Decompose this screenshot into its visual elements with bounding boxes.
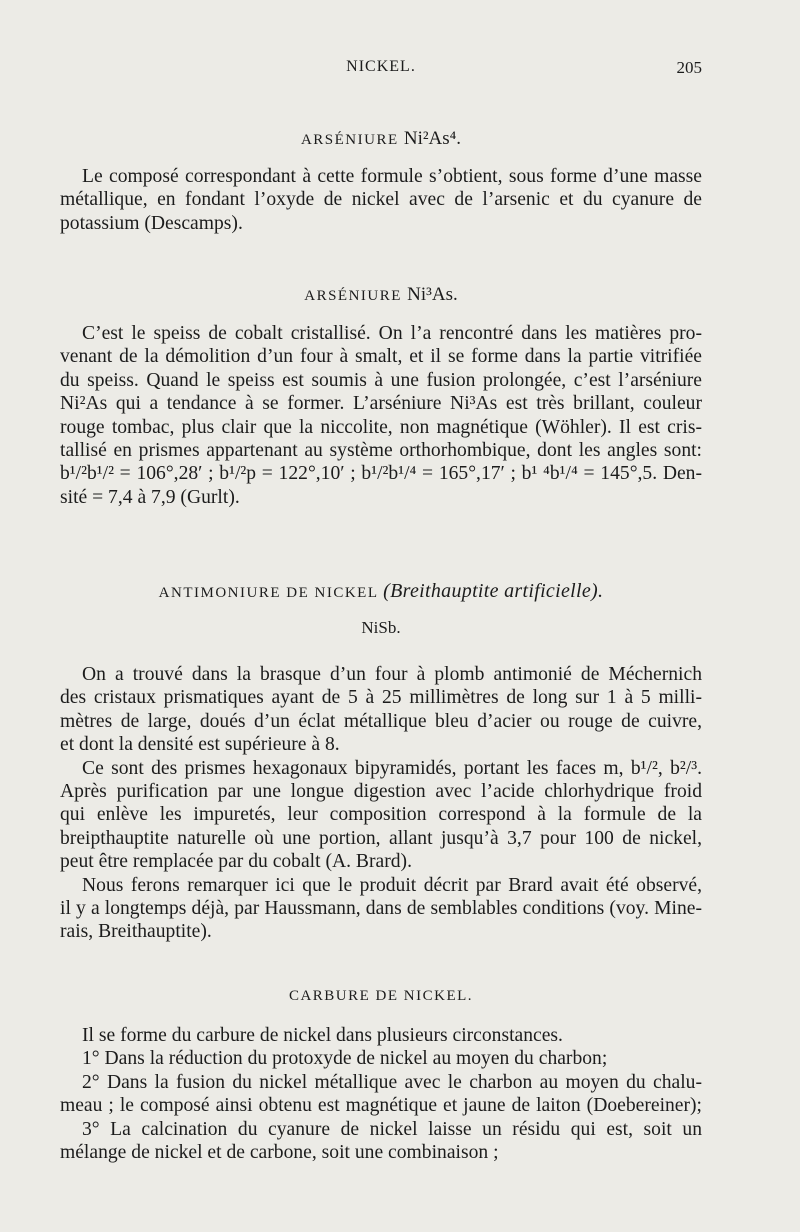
text-line: breipthauptite naturelle où une portion, allant jusqu’à 3,7 pour 100 de nickel, <box>60 827 702 849</box>
paragraph-carbure <box>60 1024 702 1164</box>
text-line: qui enlève les impuretés, leur composition correspond à la formule de la <box>60 804 702 826</box>
page-header <box>60 58 702 84</box>
section-heading-arseniure-ni3as <box>60 284 702 306</box>
text-line: du speiss. Quand le speiss est soumis à une fusion prolongée, c’est l’arséniure <box>60 369 702 391</box>
heading-formula: Ni²As⁴. <box>403 128 462 149</box>
text-line: venant de la démolition d’un four à smalt, et il se forme dans la partie vitrifiée <box>60 346 702 368</box>
text-line: 3° La calcination du cyanure de nickel laisse un résidu qui est, soit un <box>82 1118 702 1140</box>
page-number: 205 <box>676 58 702 77</box>
heading-label: CARBURE DE NICKEL. <box>288 988 474 1004</box>
section-heading-carbure <box>60 988 702 1005</box>
text-line: mélange de nickel et de carbone, soit une combinaison ; <box>60 1142 499 1164</box>
text-line: potassium (Descamps). <box>60 212 243 234</box>
running-title: NICKEL. <box>346 58 416 75</box>
text-line: Après purification par une longue digestion avec l’acide chlorhydrique froid <box>60 781 702 803</box>
text-line: métallique, en fondant l’oxyde de nickel avec de l’arsenic et du cyanure de <box>60 189 702 211</box>
heading-label: ARSÉNIURE <box>300 132 399 148</box>
text-line: b¹/²b¹/² = 106°,28′ ; b¹/²p = 122°,10′ ; b¹/²b¹/⁴ = 165°,17′ ; b¹ ⁴b¹/⁴ = 145°,5. Den- <box>60 463 702 485</box>
text-line: Le composé correspondant à cette formule s’obtient, sous forme d’une masse <box>82 166 702 187</box>
heading-formula: Ni³As. <box>407 284 458 305</box>
paragraph-arseniure-ni2as4 <box>60 165 702 235</box>
text-line: C’est le speiss de cobalt cristallisé. On l’a rencontré dans les matières pro- <box>82 323 702 344</box>
heading-label: ANTIMONIURE DE NICKEL <box>158 585 378 601</box>
formula-nisb: NiSb. <box>361 618 401 637</box>
text-line: 1° Dans la réduction du protoxyde de nickel au moyen du charbon; <box>82 1048 608 1070</box>
text-line: Ce sont des prismes hexagonaux bipyramidés, portant les faces m, b¹/², b²/³. <box>82 757 702 779</box>
text-line: sité = 7,4 à 7,9 (Gurlt). <box>60 486 240 508</box>
text-line: On a trouvé dans la brasque d’un four à plomb antimonié de Méchernich <box>82 664 702 685</box>
heading-label: ARSÉNIURE <box>304 288 402 304</box>
text-line: 2° Dans la fusion du nickel métallique avec le charbon au moyen du chalu- <box>82 1071 702 1093</box>
text-line: et dont la densité est supérieure à 8. <box>60 734 340 756</box>
text-line: il y a longtemps déjà, par Haussmann, dans de semblables conditions (voy. Mine- <box>60 898 702 920</box>
paragraph-antimoniure <box>60 663 702 944</box>
text-line: tallisé en prismes appartenant au système orthorhombique, dont les angles sont: <box>60 440 702 462</box>
paragraph-arseniure-ni3as <box>60 322 702 509</box>
text-line: meau ; le composé ainsi obtenu est magnétique et jaune de laiton (Doebereiner); <box>60 1095 702 1117</box>
text-line: des cristaux prismatiques ayant de 5 à 25 millimètres de long sur 1 à 5 milli- <box>60 687 702 709</box>
text-line: Il se forme du carbure de nickel dans plusieurs circonstances. <box>82 1025 563 1046</box>
text-line: Ni²As qui a tendance à se former. L’arséniure Ni³As est très brillant, couleur <box>60 393 702 415</box>
text-line: Nous ferons remarquer ici que le produit décrit par Brard avait été observé, <box>82 874 702 896</box>
section-heading-arseniure-ni2as4 <box>60 128 702 150</box>
text-line: mètres de large, doués d’un éclat métallique bleu d’acier ou rouge de cuivre, <box>60 710 702 732</box>
heading-italic: (Breithauptite artificielle). <box>383 580 604 602</box>
text-line: rouge tombac, plus clair que la niccolite, non magnétique (Wöhler). Il est cris- <box>60 416 702 438</box>
section-heading-antimoniure <box>60 580 702 603</box>
text-line: rais, Breithauptite). <box>60 921 212 943</box>
text-line: peut être remplacée par du cobalt (A. Brard). <box>60 851 412 873</box>
